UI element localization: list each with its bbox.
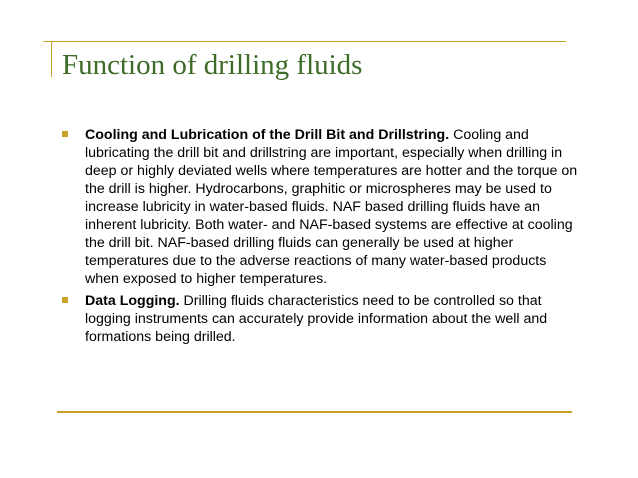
square-bullet-icon [62, 131, 68, 137]
bullet-list [62, 126, 582, 346]
top-rule [43, 41, 566, 42]
bullet-item-data-logging [62, 292, 582, 346]
bottom-rule [57, 411, 572, 413]
square-bullet-icon [62, 297, 68, 303]
bullet-item-cooling [62, 126, 582, 288]
bullet-text: Drilling fluids characteristics need to be controlled so that logging instruments can accurately provide information about the well and formations being drilled. [85, 293, 548, 345]
bullet-heading: Data Logging. [85, 293, 184, 309]
bullet-text: Cooling and lubricating the drill bit and drillstring are important, especially when drilling in deep or highly deviated wells where temperatures are hotter and the torque on the drill is higher. Hydrocarbons, graphitic or microspheres may be used to increase lubricity in water-based fluids. NAF based drilling fluids have an inherent lubricity. Both water- and NAF-based systems are effective at cooling the drill bit. NAF-based drilling fluids can generally be used at higher temperatures due to the adverse reactions of many water-based products when exposed to higher temperatures. [85, 127, 578, 287]
bullet-heading: Cooling and Lubrication of the Drill Bit and Drillstring. [85, 127, 454, 143]
left-rule [51, 41, 52, 77]
slide-title: Function of drilling fluids [62, 49, 363, 81]
